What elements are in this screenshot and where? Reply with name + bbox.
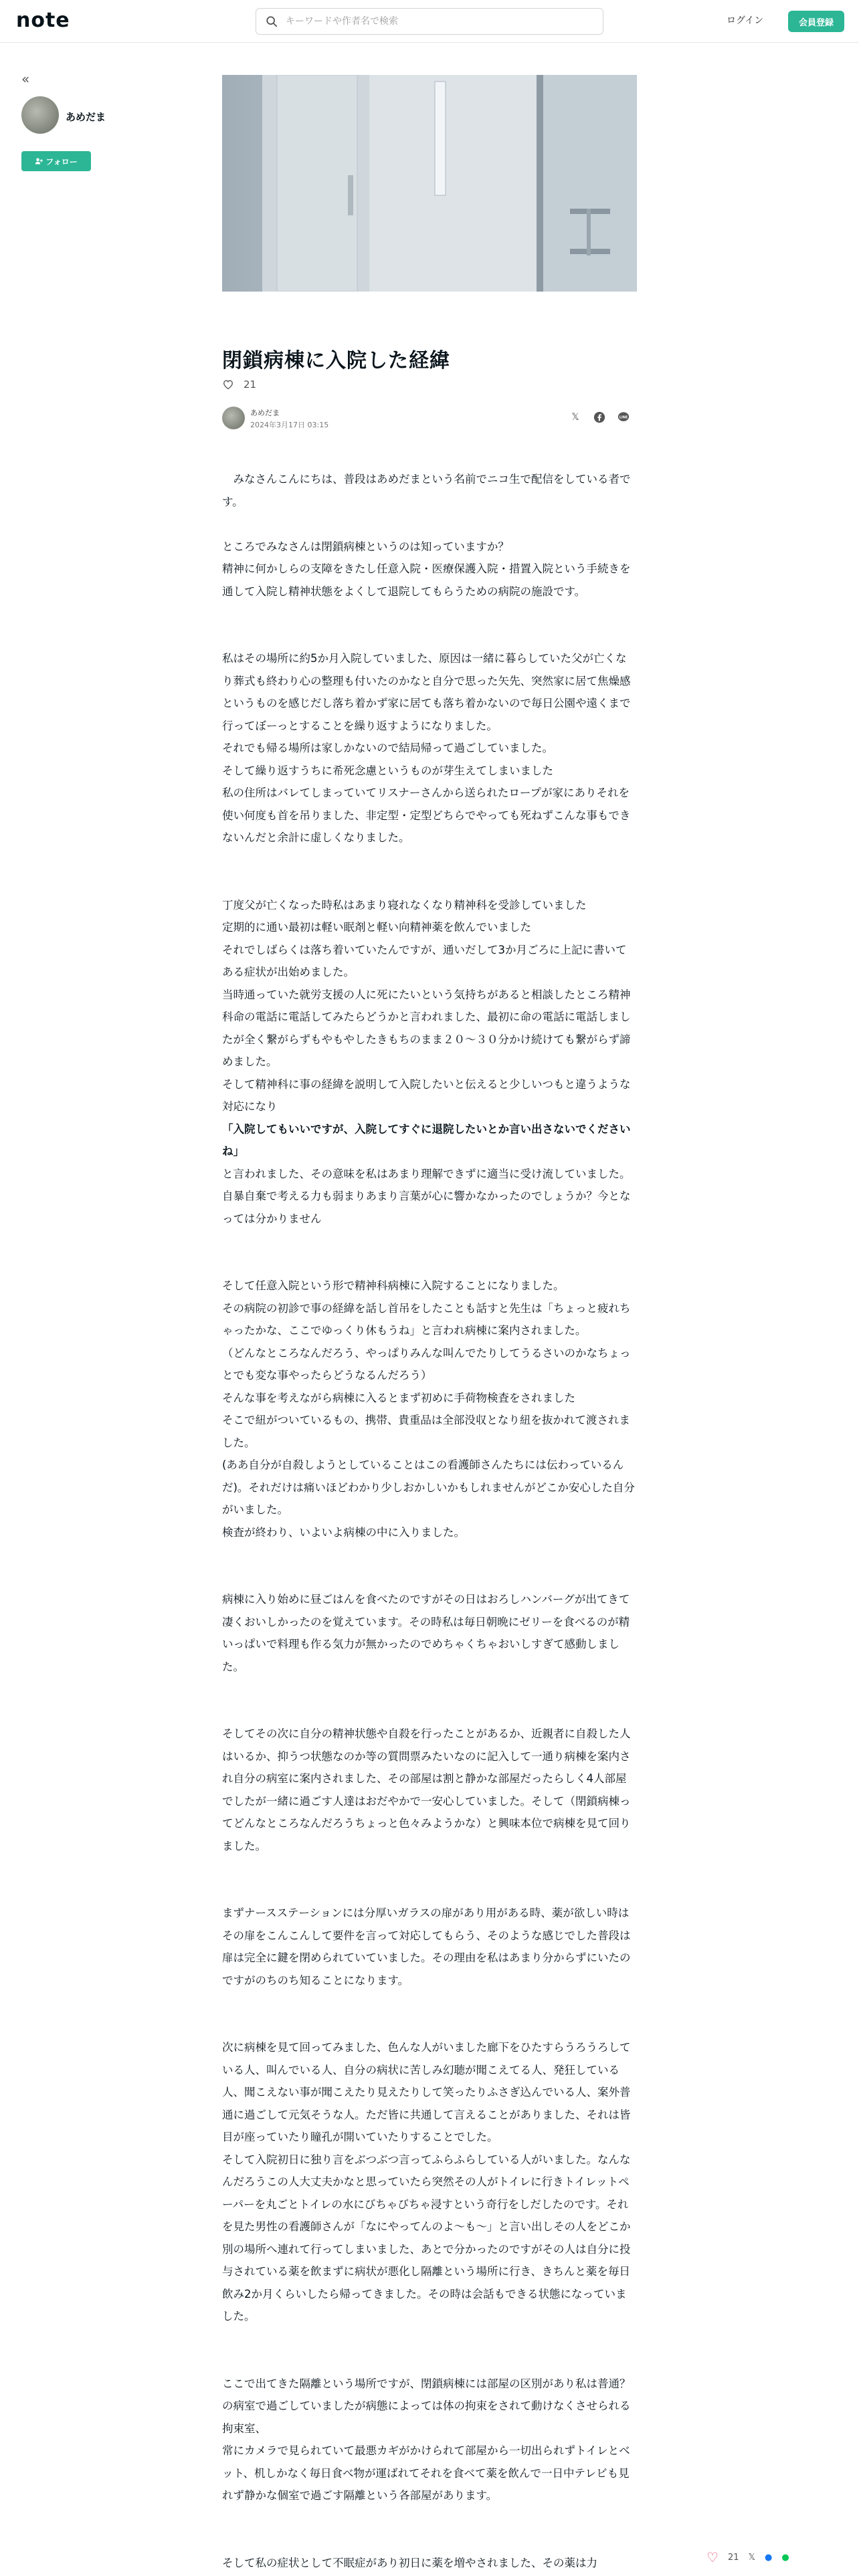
like-area[interactable] bbox=[222, 379, 256, 391]
article-paragraph: そして精神科に事の経緯を説明して入院したいと伝えると少しいつもと違うような対応になり bbox=[222, 1077, 631, 1113]
paragraph-spacer bbox=[222, 849, 637, 872]
article-paragraph: 精神に何かしらの支障をきたし任意入院・医療保護入院・措置入院という手続きを通して入院し精神状態をよくして退院してもらうための病院の施設です。 bbox=[222, 562, 631, 598]
paragraph-spacer bbox=[222, 1857, 637, 1880]
paragraph-spacer bbox=[222, 1678, 637, 1701]
login-link[interactable]: ログイン bbox=[727, 15, 764, 26]
article-paragraph: 常にカメラで見られていて最悪カギがかけられて部屋から一切出られずトイレとベット、机しかなく毎日食べ物が運ばれてそれを食べて薬を飲んで一日中テレビも見れず静かな個室で過ごす隔離という各部屋があります。 bbox=[222, 2444, 630, 2502]
article-paragraph: 「入院してもいいですが、入院してすぐに退院したいとか言い出さないでくださいね」 bbox=[222, 1122, 631, 1158]
hero-image bbox=[222, 75, 637, 292]
like-count: 21 bbox=[244, 379, 257, 391]
article-title: 閉鎖病棟に入院した経緯 bbox=[222, 349, 450, 372]
paragraph-spacer bbox=[222, 871, 637, 894]
article-paragraph: 当時通っていた就労支援の人に死にたいという気持ちがあると相談したところ精神科命の電話に電話してみたらどうかと言われました、最初に命の電話に電話しましたが全く繋がらずもやもやしたきもちのまま２０～３０分かけ続けても繋がらず諦めました。 bbox=[222, 988, 631, 1068]
paragraph-spacer bbox=[222, 2529, 637, 2552]
paragraph-spacer bbox=[222, 603, 637, 625]
paragraph-spacer bbox=[222, 2507, 637, 2530]
follow-button[interactable] bbox=[21, 151, 91, 171]
article-paragraph: そして任意入院という形で精神科病棟に入院することになりました。 bbox=[222, 1279, 565, 1292]
article-paragraph: そんな事を考えながら病棟に入るとまず初めに手荷物検査をされました bbox=[222, 1391, 575, 1404]
paragraph-spacer bbox=[222, 2350, 637, 2373]
paragraph-spacer bbox=[222, 1543, 637, 1566]
paragraph-spacer bbox=[222, 1701, 637, 1723]
paragraph-spacer bbox=[222, 1566, 637, 1589]
sidebar-author-name[interactable]: あめだま bbox=[66, 111, 106, 123]
article-paragraph: （どんなところなんだろう、やっぱりみんな叫んでたりしてうるさいのかなちょっとでも変な事やったらどうなるんだろう） bbox=[222, 1346, 631, 1382]
article-paragraph: 私の住所はバレてしまっていてリスナーさんから送られたロープが家にありそれを使い何度も首を吊りました、非定型・定型どちらでやっても死ねずこんな事もできないんだと余計に虚しくなりました。 bbox=[222, 786, 631, 844]
article-paragraph: 定期的に通い最初は軽い眠剤と軽い向精神薬を飲んでいました bbox=[222, 921, 531, 934]
heart-icon[interactable]: ♡ bbox=[706, 2549, 719, 2565]
article-paragraph: それでも帰る場所は家しかないので結局帰って過ごしていました。 bbox=[222, 742, 553, 754]
article-paragraph: その病院の初診で事の経緯を話し首吊をしたことも話すと先生は「ちょっと疲れちゃったかな、ここでゆっくり休もうね」と言われ病棟に案内されました。 bbox=[222, 1301, 631, 1337]
article-paragraph: みなさんこんにちは、普段はあめだまという名前でニコ生で配信をしている者です。 bbox=[222, 473, 631, 508]
article-paragraph: それでしばらくは落ち着いていたんですが、通いだして3か月ごろに上記に書いてある症状が出始めました。 bbox=[222, 943, 627, 978]
publish-date: 2024年3月17日 03:15 bbox=[250, 421, 329, 429]
floating-action-bar bbox=[706, 2549, 789, 2565]
article-body bbox=[222, 468, 637, 2574]
paragraph-spacer bbox=[222, 1880, 637, 1903]
article-paragraph: そして私の症状として不眠症があり初日に薬を増やされました、その薬は力 bbox=[222, 2556, 597, 2569]
avatar[interactable] bbox=[21, 96, 59, 134]
paragraph-spacer bbox=[222, 1253, 637, 1275]
svg-text:LINE: LINE bbox=[619, 415, 628, 420]
x-icon[interactable]: 𝕏 bbox=[748, 2552, 755, 2563]
article-paragraph: そして入院初日に独り言をぶつぶつ言ってふらふらしている人がいました。なんなんだろうこの人大丈夫かなと思っていたら突然その人がトイレに行きトイレットペーパーを丸ごとトイレの水にびちゃびちゃ浸すという奇行をしだしたのです。それを見た男性の看護師さんが「なにやってんのよ～も～」と言い出しその人をどこか別の場所へ連れて行ってしまいました、あとで分かったのですがその人は自分に投与されている薬を飲まずに病状が悪化し隔離という場所に行き、きちんと薬を毎日飲み2か月くらいしたら帰ってきました。その時は会話もできる状態になっていました。 bbox=[222, 2153, 631, 2323]
line-icon[interactable]: ● bbox=[781, 2552, 789, 2563]
article-paragraph: 私はその場所に約5か月入院していました、原因は一緒に暮らしていた父が亡くなり葬式も終わり心の整理も付いたのかなと自分で思った矢先、突然家に居て焦燥感というものを感じだし落ち着かず家に居ても落ち着かないので毎日公園や遠くまで行ってぼーっとすることを繰り返すようになりました。 bbox=[222, 652, 631, 732]
article-paragraph: (ああ自分が自殺しようとしていることはこの看護師さんたちには伝わっているんだ)。それだけは痛いほどわかり少しおかしいかもしれませんがどこか安心した自分がいました。 bbox=[222, 1459, 635, 1516]
article-paragraph: 次に病棟を見て回ってみました、色んな人がいました廊下をひたすらうろうろしている人、叫んでいる人、自分の病状に苦しみ幻聴が聞こえてる人、発狂している人、聞こえない事が聞こえたり見えたりして笑ったりふさぎ込んでいる人、案外普通に過ごして元気そうな人。ただ皆に共通して言えることがありました、それは皆目が座っていたり瞳孔が開いていたりすることでした。 bbox=[222, 2041, 631, 2143]
line-icon[interactable] bbox=[617, 411, 630, 424]
search-icon bbox=[266, 15, 278, 27]
article-paragraph: 検査が終わり、いよいよ病棟の中に入りました。 bbox=[222, 1525, 465, 1539]
person-add-icon bbox=[35, 157, 43, 165]
paragraph-spacer bbox=[222, 1992, 637, 2014]
paragraph-spacer bbox=[222, 513, 637, 536]
x-icon[interactable]: 𝕏 bbox=[571, 412, 579, 423]
search-box[interactable] bbox=[256, 8, 603, 35]
search-input[interactable] bbox=[286, 16, 580, 27]
note-logo[interactable]: note bbox=[16, 9, 70, 32]
follow-label: フォロー bbox=[45, 156, 78, 167]
hospital-door-image bbox=[222, 75, 637, 292]
article-paragraph: そしてその次に自分の精神状態や自殺を行ったことがあるか、近親者に自殺した人はいるか、抑うつ状態なのか等の質問票みたいなのに記入して一通り病棟を案内され自分の病室に案内されました、その部屋は割と静かな部屋だったらしく4人部屋でしたが一緒に過ごす人達はおだやかで一安心していました。そして（閉鎖病棟ってどんなところなんだろうちょっと色々みようかな）と興味本位で病棟を見て回りました。 bbox=[222, 1727, 631, 1852]
heart-icon[interactable] bbox=[222, 379, 234, 391]
article-paragraph: 丁度父が亡くなった時私はあまり寝れなくなり精神科を受診していました bbox=[222, 898, 587, 911]
paragraph-spacer bbox=[222, 1230, 637, 1253]
avatar[interactable] bbox=[222, 407, 245, 429]
article-paragraph: 病棟に入り始めに昼ごはんを食べたのですがその日はおろしハンバーグが出てきて凄くおいしかったのを覚えています。その時私は毎日朝晩にゼリーを食べるのが精いっぱいで料理も作る気力が無かったのでめちゃくちゃおいしすぎて感動しました。 bbox=[222, 1593, 630, 1673]
meta-author-name[interactable]: あめだま bbox=[250, 409, 280, 417]
floating-like-count: 21 bbox=[727, 2552, 739, 2563]
paragraph-spacer bbox=[222, 2014, 637, 2037]
article-paragraph: ところでみなさんは閉鎖病棟というのは知っていますか？ bbox=[222, 540, 509, 553]
article-paragraph: そして繰り返すうちに希死念慮というものが芽生えてしまいました bbox=[222, 764, 553, 777]
site-header bbox=[0, 0, 859, 43]
article-paragraph: そこで紐がついているもの、携帯、貴重品は全部没収となり紐を抜かれて渡されました。 bbox=[222, 1414, 630, 1449]
article-paragraph: まずナースステーションには分厚いガラスの扉があり用がある時、薬が欲しい時はその扉をこんこんして要件を言って対応してもらう、そのような感じでした普段は扉は完全に鍵を閉められていていました。その理由を私はあまり分からずにいたのですがのちのち知ることになります。 bbox=[222, 1907, 631, 1987]
facebook-icon[interactable] bbox=[593, 411, 606, 424]
article-paragraph: と言われました、その意味を私はあまり理解できずに適当に受け流していました。自暴自棄で考える力も弱まりあまり言葉が心に響かなかったのでしょうか？今となっては分かりません bbox=[222, 1167, 631, 1225]
facebook-icon[interactable]: ● bbox=[764, 2552, 773, 2563]
signup-button[interactable]: 会員登録 bbox=[788, 11, 844, 32]
paragraph-spacer bbox=[222, 625, 637, 648]
paragraph-spacer bbox=[222, 2328, 637, 2351]
article-paragraph: ここで出てきた隔離という場所ですが、閉鎖病棟には部屋の区別があり私は普通？の病室で過ごしていましたが病態によっては体の拘束をされて動けなくさせられる拘束室、 bbox=[222, 2377, 631, 2435]
collapse-sidebar-icon[interactable]: « bbox=[21, 71, 30, 87]
share-buttons bbox=[569, 411, 630, 424]
